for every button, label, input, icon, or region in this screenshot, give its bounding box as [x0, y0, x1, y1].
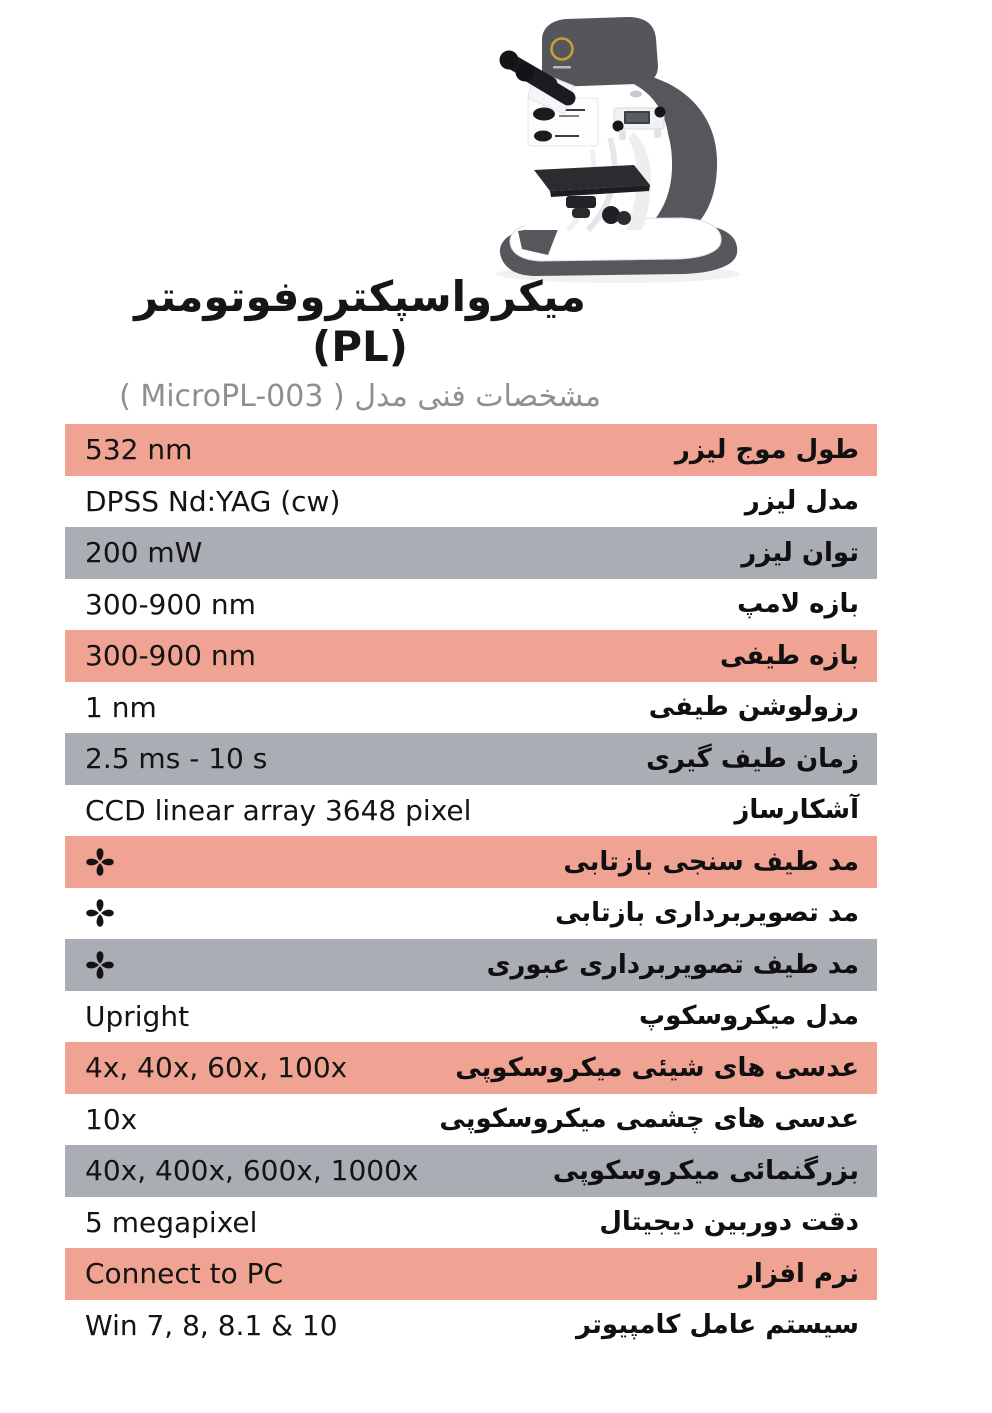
spec-value: 1 nm — [85, 690, 157, 724]
spec-row — [65, 1300, 877, 1352]
spec-row — [65, 991, 877, 1043]
spec-label-fa: بزرگنمائی میکروسکوپی — [552, 1155, 859, 1186]
spec-value: 5 megapixel — [85, 1205, 258, 1239]
header — [95, 272, 625, 415]
spec-table — [65, 424, 877, 1351]
spec-value: 10x — [85, 1102, 138, 1136]
spec-value: Win 7, 8, 8.1 & 10 — [85, 1308, 338, 1342]
spec-value — [85, 950, 115, 980]
spec-label-fa: مدل لیزر — [744, 486, 859, 517]
spec-row — [65, 785, 877, 837]
spec-label-fa: مد طیف تصویربرداری عبوری — [486, 949, 859, 980]
microscope-illustration — [438, 10, 768, 290]
four-petal-asterisk-icon — [85, 950, 115, 980]
spec-value: 532 nm — [85, 433, 193, 467]
spec-value — [85, 847, 115, 877]
page-title: میکرواسپکتروفوتومتر (PL) — [134, 272, 586, 372]
spec-value: CCD linear array 3648 pixel — [85, 793, 472, 827]
spec-row — [65, 1042, 877, 1094]
spec-row — [65, 579, 877, 631]
spec-label-fa: آشکارساز — [734, 795, 859, 826]
spec-row — [65, 1094, 877, 1146]
four-petal-asterisk-icon — [85, 847, 115, 877]
spec-label-fa: زمان طیف گیری — [646, 743, 859, 774]
spec-row — [65, 476, 877, 528]
spec-label-fa: عدسی های چشمی میکروسکوپی — [439, 1104, 859, 1135]
spec-value — [85, 898, 115, 928]
spec-row — [65, 888, 877, 940]
spec-value: 200 mW — [85, 536, 203, 570]
spec-label-fa: عدسی های شیئی میکروسکوپی — [455, 1052, 859, 1083]
four-petal-asterisk-icon — [85, 898, 115, 928]
spec-value: Connect to PC — [85, 1257, 284, 1291]
spec-label-fa: توان لیزر — [741, 537, 859, 568]
spec-value: 4x, 40x, 60x, 100x — [85, 1051, 348, 1085]
spec-row — [65, 939, 877, 991]
spec-value: 300-900 nm — [85, 587, 256, 621]
spec-row — [65, 1248, 877, 1300]
spec-label-fa: رزولوشن طیفی — [648, 692, 859, 723]
spec-value: 300-900 nm — [85, 639, 256, 673]
spec-row — [65, 630, 877, 682]
spec-label-fa: طول موج لیزر — [674, 434, 859, 465]
spec-label-fa: سیستم عامل کامپیوتر — [575, 1310, 859, 1341]
spec-row — [65, 527, 877, 579]
spec-label-fa: بازه لامپ — [737, 589, 859, 620]
spec-row — [65, 424, 877, 476]
spec-value: 2.5 ms - 10 s — [85, 742, 268, 776]
spec-label-fa: مدل میکروسکوپ — [638, 1001, 859, 1032]
spec-value: 40x, 400x, 600x, 1000x — [85, 1154, 419, 1188]
spec-label-fa: دقت دوربین دیجیتال — [599, 1207, 859, 1238]
spec-value: DPSS Nd:YAG (cw) — [85, 484, 341, 518]
spec-row — [65, 1197, 877, 1249]
spec-label-fa: بازه طیفی — [719, 640, 859, 671]
spec-label-fa: مد طیف سنجی بازتابی — [563, 846, 859, 877]
spec-row — [65, 682, 877, 734]
spec-value: Upright — [85, 999, 190, 1033]
upright-microscope-icon — [438, 10, 768, 290]
spec-label-fa: مد تصویربرداری بازتابی — [555, 898, 859, 929]
page-subtitle: مشخصات فنی مدل ( MicroPL-003 ) — [119, 378, 601, 414]
spec-label-fa: نرم افزار — [738, 1258, 859, 1289]
spec-row — [65, 836, 877, 888]
spec-row — [65, 733, 877, 785]
spec-row — [65, 1145, 877, 1197]
